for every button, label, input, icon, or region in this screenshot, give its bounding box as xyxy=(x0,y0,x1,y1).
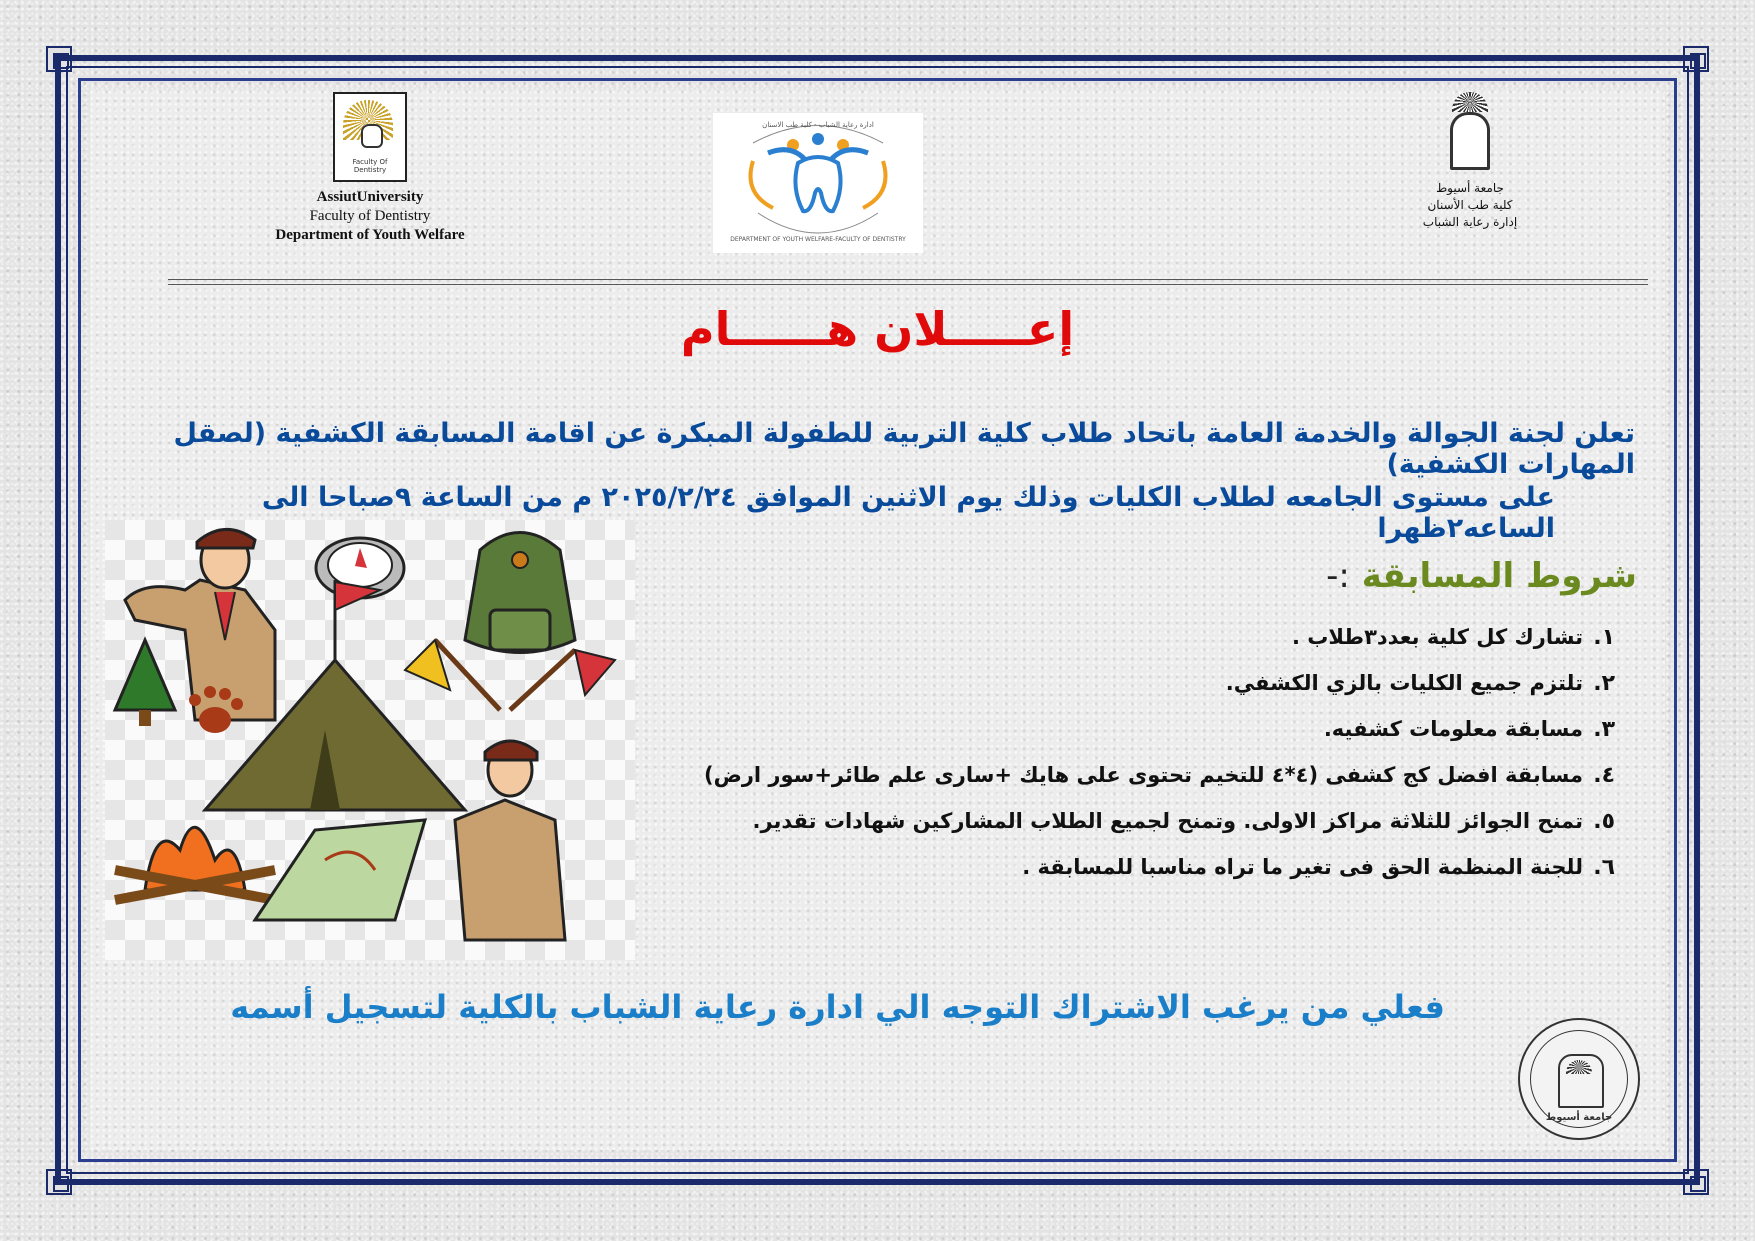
department-name-ar: إدارة رعاية الشباب xyxy=(1422,215,1518,229)
tooth-people-logo-icon xyxy=(713,113,923,253)
condition-text: تشارك كل كلية بعدد٣طلاب . xyxy=(1291,625,1583,649)
announcement-title: إعـــــلان هــــــام xyxy=(680,302,1075,356)
condition-text: تمنح الجوائز للثلاثة مراكز الاولى. وتمنح لجميع الطلاب المشاركين شهادات تقدير. xyxy=(752,809,1583,833)
condition-text: تلتزم جميع الكليات بالزي الكشفي. xyxy=(1225,671,1583,695)
condition-item xyxy=(565,624,1615,651)
condition-text: مسابقة معلومات كشفيه. xyxy=(1323,717,1583,741)
header-left-block xyxy=(250,92,490,245)
svg-text:DEPARTMENT OF YOUTH WELFARE-FA: DEPARTMENT OF YOUTH WELFARE-FACULTY OF DENTISTRY xyxy=(730,236,906,243)
faculty-name-en: Faculty of Dentistry xyxy=(309,208,431,224)
scout-clipart xyxy=(105,520,635,960)
condition-number: ٤. xyxy=(1593,763,1615,788)
intro-line-2: على مستوى الجامعه لطلاب الكليات وذلك يوم الاثنين الموافق ٢٠٢٥/٢/٢٤ م من الساعة ٩صباحا الى الساعه٢ظهرا xyxy=(261,482,1555,544)
stamp-emblem-icon xyxy=(1558,1054,1604,1108)
youth-welfare-logo xyxy=(713,113,923,253)
official-stamp xyxy=(1518,1018,1640,1140)
faculty-logo xyxy=(333,92,407,182)
condition-item xyxy=(565,808,1615,835)
conditions-suffix: :- xyxy=(1326,556,1350,596)
header-right-block xyxy=(1405,92,1535,231)
tooth-icon xyxy=(361,124,383,148)
faculty-name-ar: كلية طب الأسنان xyxy=(1427,198,1513,212)
condition-number: ١. xyxy=(1593,625,1615,650)
university-name-en: AssiutUniversity xyxy=(316,189,424,205)
condition-item xyxy=(565,854,1615,881)
stamp-text-bottom: جامعة أسيوط xyxy=(1545,1112,1613,1123)
condition-number: ٢. xyxy=(1593,671,1615,696)
condition-number: ٦. xyxy=(1593,855,1615,880)
condition-text: مسابقة افضل كج كشفى (٤*٤ للتخيم تحتوى على هايك +سارى علم طائر+سور ارض) xyxy=(703,763,1583,787)
condition-number: ٥. xyxy=(1593,809,1615,834)
intro-line-1: تعلن لجنة الجوالة والخدمة العامة باتحاد طلاب كلية التربية للطفولة المبكرة عن اقامة المسابقة الكشفية (لصقل المهارات الكشفية) xyxy=(173,418,1635,480)
conditions-list xyxy=(565,624,1615,900)
logo-caption: Faculty Of Dentistry xyxy=(352,158,388,174)
condition-item xyxy=(565,670,1615,697)
svg-text:ادارة رعاية الشباب - كلية طب ا: ادارة رعاية الشباب - كلية طب الاسنان xyxy=(762,121,874,129)
department-name-en: Department of Youth Welfare xyxy=(275,227,465,243)
registration-notice: فعلي من يرغب الاشتراك التوجه الي ادارة رعاية الشباب بالكلية لتسجيل أسمه xyxy=(230,988,1445,1026)
conditions-heading xyxy=(1326,556,1637,596)
conditions-title: شروط المسابقة xyxy=(1361,556,1637,596)
backpack-icon xyxy=(465,533,575,653)
university-name-ar: جامعة أسيوط xyxy=(1436,181,1504,195)
assiut-university-logo xyxy=(1446,92,1494,172)
condition-item xyxy=(565,716,1615,743)
condition-item xyxy=(565,762,1615,789)
condition-number: ٣. xyxy=(1593,717,1615,742)
condition-text: للجنة المنظمة الحق فى تغير ما تراه مناسبا للمسابقة . xyxy=(1022,855,1583,879)
header-divider xyxy=(168,279,1648,285)
